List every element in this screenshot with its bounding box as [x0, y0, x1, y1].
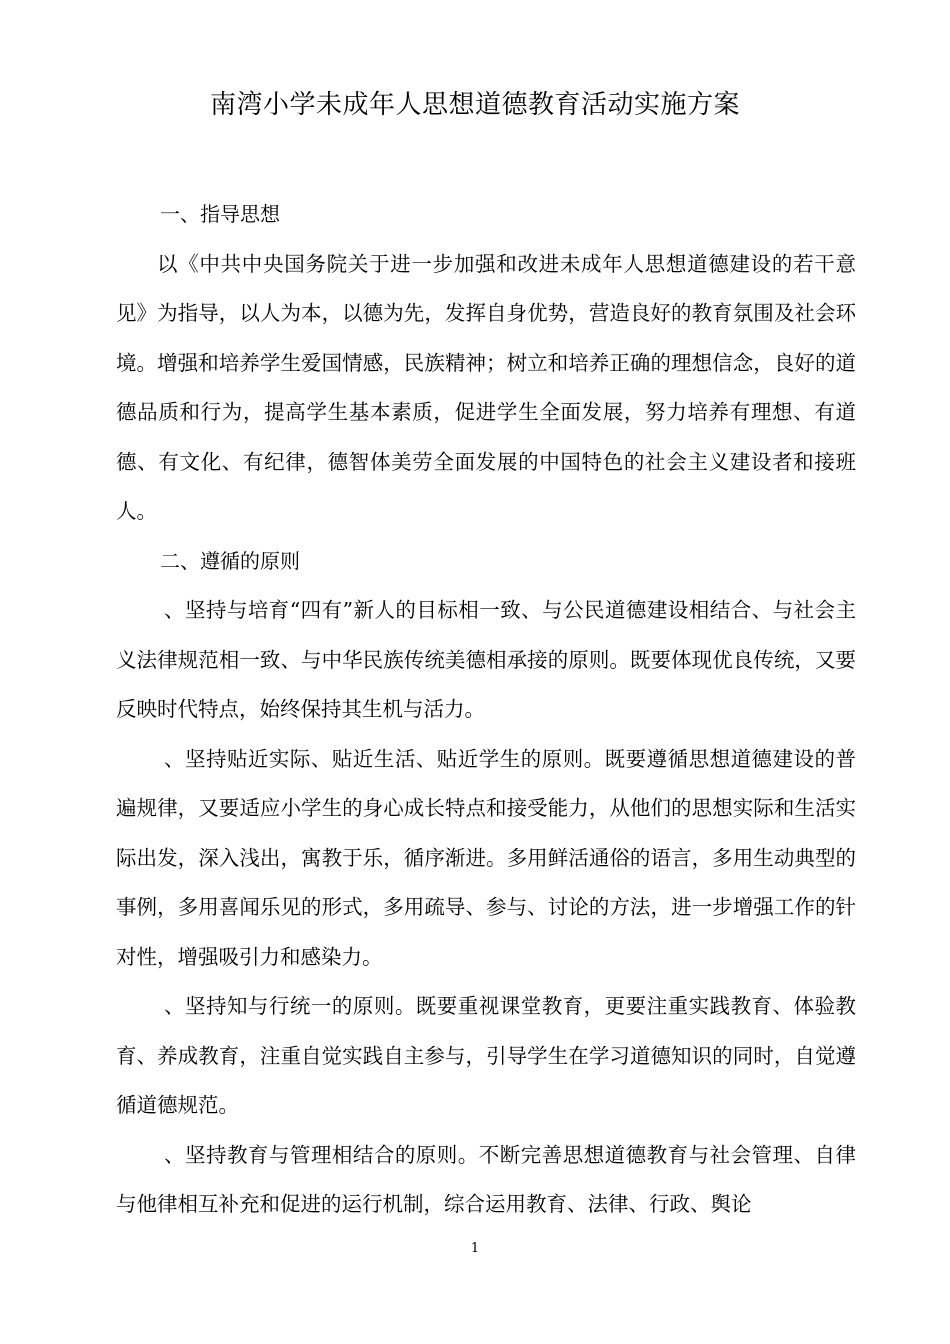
- principle-item-4: 、坚持教育与管理相结合的原则。不断完善思想道德教育与社会管理、自律与他律相互补充和促进的运行机制，综合运用教育、法律、行政、舆论: [116, 1142, 856, 1216]
- document-title: 南湾小学未成年人思想道德教育活动实施方案: [209, 90, 740, 120]
- paragraph-guiding-ideology: 以《中共中央国务院关于进一步加强和改进未成年人思想道德建设的若干意见》为指导，以人为本，以德为先，发挥自身优势，营造良好的教育氛围及社会环境。增强和培养学生爱国情感，民族精神；树立和培养正确的理想信念，良好的道德品质和行为，提高学生基本素质，促进学生全面发展，努力培养有理想、有道德、有文化、有纪律，德智体美劳全面发展的中国特色的社会主义建设者和接班人。: [116, 251, 856, 523]
- page-number: 1: [470, 1241, 480, 1256]
- section-heading-principles: 二、遵循的原则: [160, 548, 300, 573]
- principle-item-2: 、坚持贴近实际、贴近生活、贴近学生的原则。既要遵循思想道德建设的普遍规律，又要适应小学生的身心成长特点和接受能力，从他们的思想实际和生活实际出发，深入浅出，寓教于乐，循序渐进。多用鲜活通俗的语言，多用生动典型的事例，多用喜闻乐见的形式，多用疏导、参与、讨论的方法，进一步增强工作的针对性，增强吸引力和感染力。: [116, 746, 856, 969]
- principle-item-1: 、坚持与培育“四有”新人的目标相一致、与公民道德建设相结合、与社会主义法律规范相一致、与中华民族传统美德相承接的原则。既要体现优良传统，又要反映时代特点，始终保持其生机与活力。: [116, 598, 856, 721]
- principle-item-3: 、坚持知与行统一的原则。既要重视课堂教育，更要注重实践教育、体验教育、养成教育，注重自觉实践自主参与，引导学生在学习道德知识的同时，自觉遵循道德规范。: [116, 994, 856, 1117]
- document-body: [116, 190, 856, 1230]
- section-heading-guiding-ideology: 一、指导思想: [160, 202, 280, 226]
